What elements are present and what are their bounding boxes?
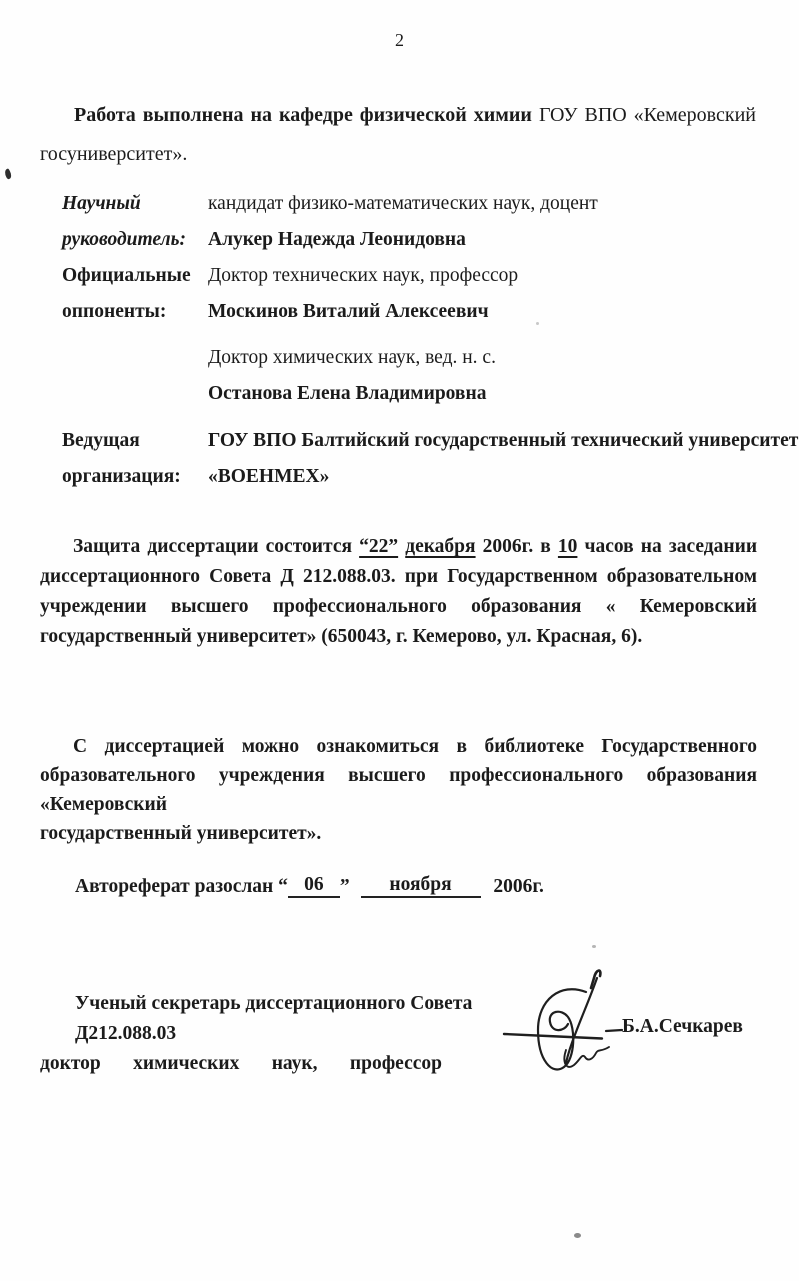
- scan-speck: [536, 322, 539, 325]
- scan-speck: [574, 1233, 581, 1238]
- mailed-label: Автореферат разослан: [75, 876, 274, 897]
- defense-line-2: диссертационного Совета Д 212.088.03. при Государственном образовательном: [40, 566, 757, 587]
- intro-paragraph: [40, 96, 756, 174]
- supervisor-name: Алукер Надежда Леонидовна: [208, 229, 466, 250]
- open-quote: “: [278, 876, 288, 897]
- intro-line-1-rest: ГОУ ВПО «Кемеровский: [538, 104, 756, 126]
- defense-line-4: государственный университет» (650043, г. Кемерово, ул. Красная, 6).: [40, 626, 643, 647]
- intro-line-1-bold: Работа выполнена на кафедре физической химии: [74, 104, 532, 126]
- defense-hour: 10: [557, 536, 578, 557]
- opponent2-degree: Доктор химических наук, вед. н. с.: [208, 347, 496, 368]
- secretary-word: химических: [133, 1053, 240, 1074]
- library-line-1: С диссертацией можно ознакомиться в библиотеке Государственного: [73, 736, 757, 757]
- scan-artifact: [3, 168, 13, 180]
- library-line-2: образовательного учреждения высшего профессионального образования «Кемеровский: [40, 765, 757, 815]
- label-line: руководитель:: [62, 229, 186, 250]
- secretary-word: наук,: [271, 1053, 318, 1074]
- opponent1-name: Москинов Виталий Алексеевич: [208, 301, 489, 322]
- mailed-year: 2006г.: [493, 876, 544, 897]
- secretary-block: [40, 989, 522, 1079]
- page-number: 2: [395, 30, 404, 50]
- intro-line-1: [40, 96, 756, 135]
- defense-line-1: [40, 532, 757, 562]
- label-line: Официальные: [62, 265, 191, 286]
- field-supervisor-label: [62, 186, 207, 258]
- secretary-line-2: [40, 1049, 442, 1079]
- secretary-word: доктор: [40, 1053, 101, 1074]
- library-line-3: государственный университет».: [40, 823, 322, 844]
- leading-org-line2: «ВОЕНМЕХ»: [208, 466, 330, 487]
- field-opponent2-value: [208, 340, 760, 412]
- field-leading-org-value: [208, 423, 799, 495]
- library-paragraph: [40, 732, 757, 848]
- intro-line-2: госуниверситет».: [40, 143, 188, 165]
- label-line: организация:: [62, 466, 181, 487]
- scan-speck: [592, 945, 596, 948]
- label-line: оппоненты:: [62, 301, 167, 322]
- mailed-day-blank: 06: [288, 874, 340, 898]
- secretary-name: Б.А.Сечкарев: [622, 1016, 743, 1037]
- close-quote: ”: [339, 876, 350, 897]
- defense-paragraph: [40, 532, 757, 652]
- opponent2-name: Останова Елена Владимировна: [208, 383, 487, 404]
- mailed-line: [40, 874, 757, 898]
- field-opponents-value: [208, 258, 760, 330]
- defense-mid: 2006г. в: [482, 536, 551, 557]
- field-opponents-label: [62, 258, 207, 330]
- mailed-month-blank: ноября: [361, 874, 481, 898]
- label-line: Ведущая: [62, 430, 140, 451]
- field-leading-org-label: [62, 423, 207, 495]
- opponent1-degree: Доктор технических наук, профессор: [208, 265, 519, 286]
- secretary-line-1: Ученый секретарь диссертационного Совета Д212.088.03: [75, 993, 473, 1044]
- supervisor-degree: кандидат физико-математических наук, доцент: [208, 193, 598, 214]
- defense-line-3: учреждении высшего профессионального образования « Кемеровский: [40, 596, 757, 617]
- defense-pre: Защита диссертации состоится: [73, 536, 353, 557]
- defense-day: “22”: [359, 536, 399, 557]
- field-supervisor-value: [208, 186, 760, 258]
- leading-org-line1: ГОУ ВПО Балтийский государственный технический университет: [208, 430, 799, 451]
- label-line: Научный: [62, 193, 141, 214]
- secretary-word: профессор: [349, 1053, 442, 1074]
- defense-month: декабря: [405, 536, 476, 557]
- defense-tail: часов на заседании: [584, 536, 758, 557]
